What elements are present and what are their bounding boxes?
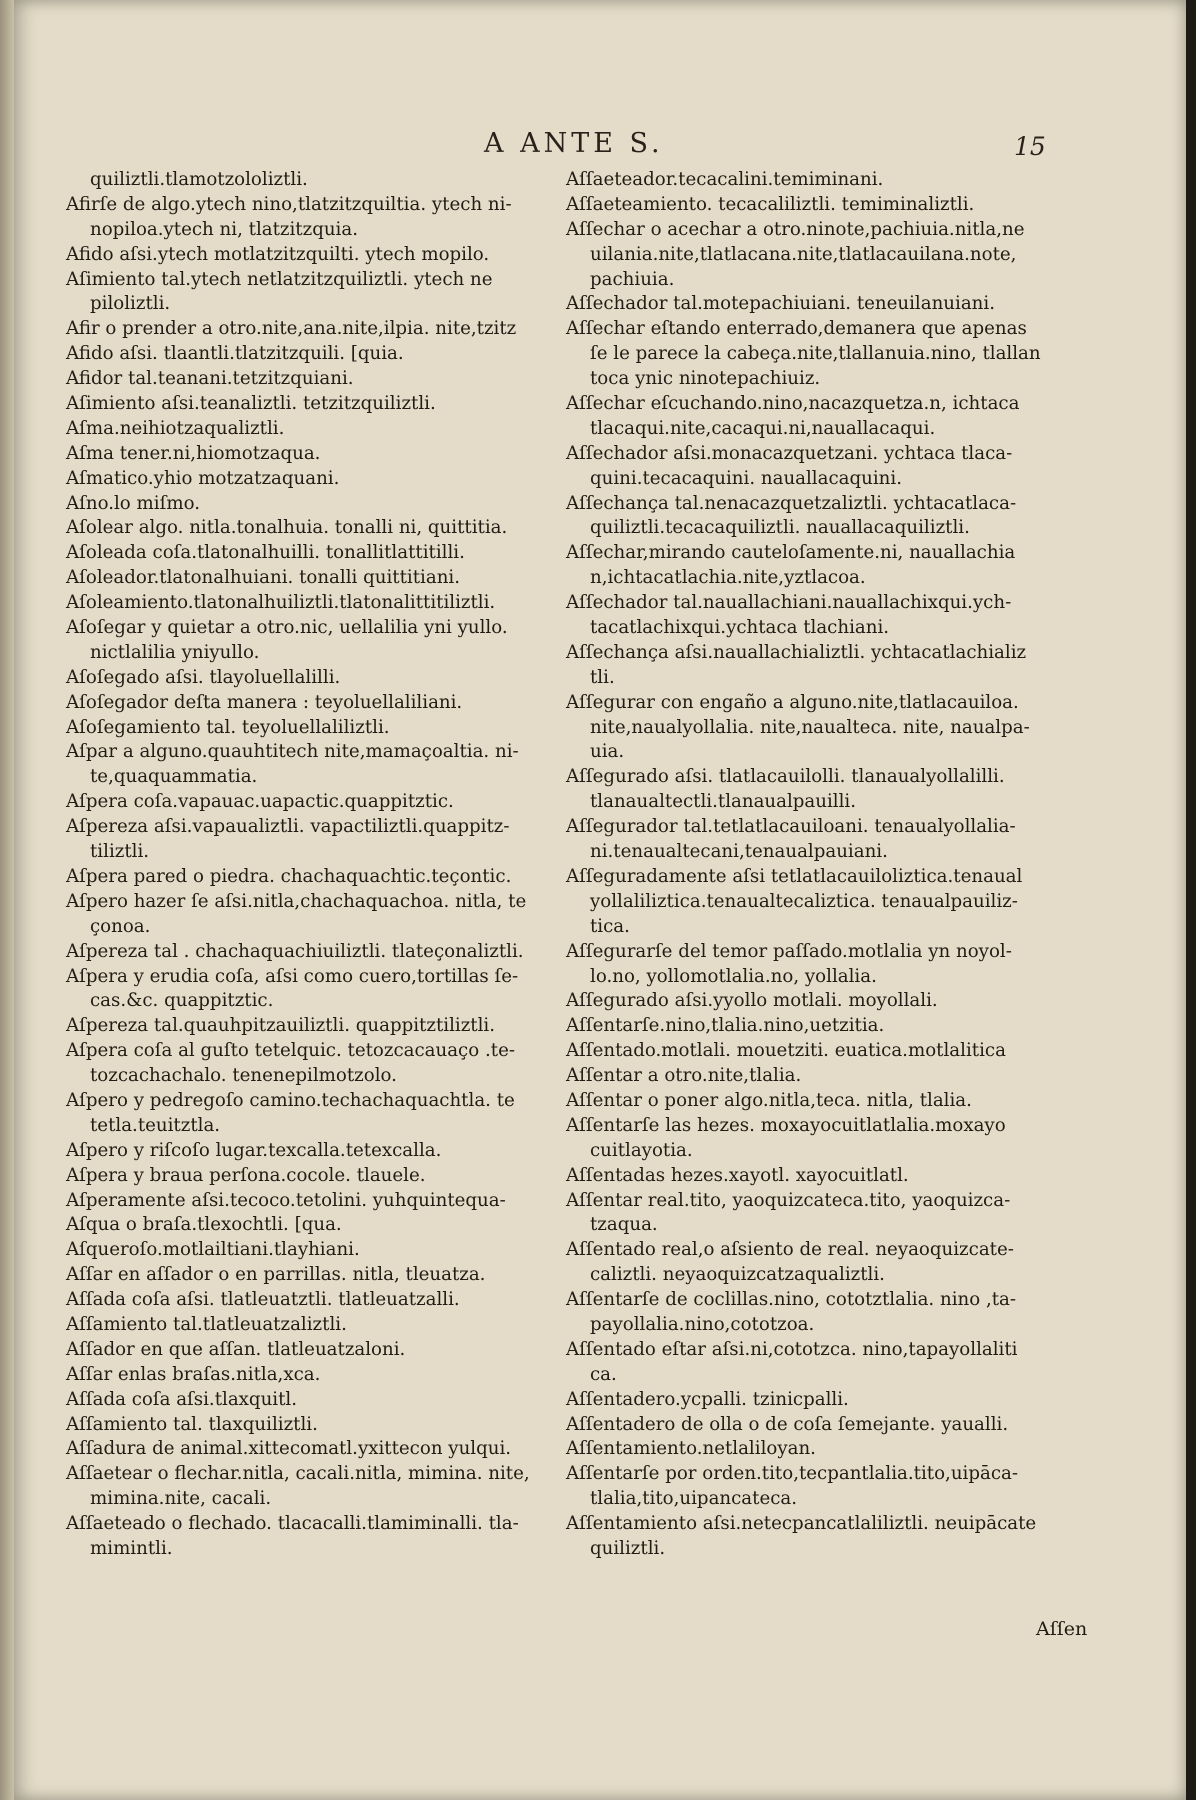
book-page [14, 0, 1186, 1800]
dictionary-line: Aſſar en aſſador o en parrillas. nitla, tleuatza. [66, 1264, 486, 1286]
dictionary-line: lo.no, yollomotlalia.no, yollalia. [590, 965, 877, 987]
previous-page-edge [0, 0, 14, 1800]
dictionary-line: Aſſentarſe.nino,tlalia.nino,uetzitia. [566, 1015, 885, 1037]
dictionary-line: Aſſentarſe de coclillas.nino, cototztlalia. nino ,ta- [566, 1289, 1017, 1311]
dictionary-line: Aſqua o braſa.tlexochtli. [qua. [66, 1214, 342, 1236]
dictionary-line: tozcachachalo. tenenepilmotzolo. [90, 1065, 397, 1087]
dictionary-line: Aſſamiento tal.tlatleuatzaliztli. [66, 1313, 347, 1335]
dictionary-line: Aſſechador aſsi.monacazquetzani. ychtaca tlaca- [566, 442, 1013, 464]
dictionary-line: Aſſechador tal.motepachiuiani. teneuilanuiani. [566, 293, 995, 315]
dictionary-line: Aſperamente aſsi.tecoco.tetolini. yuhquintequa- [66, 1189, 506, 1211]
dictionary-line: tlacaqui.nite,cacaqui.ni,nauallacaqui. [590, 417, 936, 439]
dictionary-line: Aſpero hazer ſe aſsi.nitla,chachaquachoa. nitla, te [66, 890, 527, 912]
dictionary-line: ni.tenaualtecani,tenaualpauiani. [590, 841, 888, 863]
dictionary-line: Aſpera pared o piedra. chachaquachtic.teçontic. [66, 865, 512, 887]
dictionary-line: uilania.nite,tlatlacana.nite,tlatlacauilana.note, [590, 243, 1017, 265]
dictionary-line: tzaqua. [590, 1214, 658, 1236]
catchword: Aſſen [1036, 1618, 1088, 1640]
dictionary-line: Aſſegurador tal.tetlatlacauiloani. tenaualyollalia- [566, 816, 1016, 838]
dictionary-line: quiliztli.tlamotzololiztli. [90, 169, 308, 190]
dictionary-line: ca. [590, 1363, 617, 1385]
dictionary-line: Aſſentar o poner algo.nitla,teca. nitla, tlalia. [566, 1089, 972, 1111]
dictionary-line: Aſſentadero de olla o de coſa ſemejante. yaualli. [566, 1413, 1009, 1435]
dictionary-line: tlalia,tito,uipancateca. [590, 1488, 798, 1510]
dictionary-line: Aſſentar a otro.nite,tlalia. [566, 1065, 802, 1087]
dictionary-line: Aſſaeteamiento. tecacaliliztli. temiminaliztli. [566, 193, 975, 215]
dictionary-line: cas.&c. quappitztic. [90, 990, 274, 1012]
dictionary-line: Aſſechança tal.nenacazquetzaliztli. ychtacatlaca- [566, 492, 1017, 514]
dictionary-line: Aſoleada coſa.tlatonalhuilli. tonallitlattitilli. [66, 542, 465, 564]
dictionary-line: cuitlayotia. [590, 1139, 693, 1161]
dictionary-line: mimintli. [90, 1537, 173, 1559]
dictionary-line: tli. [590, 666, 615, 688]
dictionary-line: Aſſentarſe las hezes. moxayocuitlatlalia.moxayo [566, 1114, 1006, 1136]
dictionary-line: yollaliliztica.tenaualtecaliztica. tenaualpauiliz- [590, 890, 1018, 912]
dictionary-line: Aſſeguradamente aſsi tetlatlacauiloliztica.tenaual [566, 865, 1023, 887]
dictionary-line: Aſſechar o acechar a otro.ninote,pachiuia.nitla,ne [566, 218, 1025, 240]
dictionary-line: Aſſegurado aſsi. tlatlacauilolli. tlanaualyollalilli. [566, 766, 1005, 788]
dictionary-line: Aſſadura de animal.xittecomatl.yxittecon yulqui. [66, 1438, 512, 1460]
dictionary-line: Aſpero y riſcoſo lugar.texcalla.tetexcalla. [66, 1139, 442, 1161]
dictionary-line: çonoa. [90, 915, 151, 937]
dictionary-line: Aſſentado eſtar aſsi.ni,cototzca. nino,tapayollaliti [566, 1338, 1018, 1360]
dictionary-line: Aſſentamiento.netlaliloyan. [566, 1438, 816, 1460]
dictionary-line: n,ichtacatlachia.nite,yztlacoa. [590, 567, 866, 589]
dictionary-line: Aſſaeteador.tecacalini.temiminani. [566, 169, 884, 190]
dictionary-line: Aſſaetear o flechar.nitla, cacali.nitla, mimina. nite, [66, 1463, 530, 1485]
right-column [566, 168, 1041, 1562]
dictionary-line: tiliztli. [90, 841, 150, 863]
dictionary-line: Aſſegurado aſsi.yyollo motlali. moyollali. [566, 990, 938, 1012]
dictionary-line: Aſſentarſe por orden.tito,tecpantlalia.tito,uipāca- [566, 1463, 1019, 1485]
dictionary-line: quini.tecacaquini. nauallacaquini. [590, 467, 902, 489]
dictionary-line: quiliztli.tecacaquiliztli. nauallacaquiliztli. [590, 517, 970, 539]
dictionary-line: Afidor tal.teanani.tetzitzquiani. [66, 368, 354, 390]
dictionary-line: Aſſegurarſe del temor paſſado.motlalia yn noyol- [566, 940, 1012, 962]
dictionary-line: Aſpereza aſsi.vapaualiztli. vapactiliztli.quappitz- [66, 816, 510, 838]
running-head: A ANTE S. [484, 128, 664, 159]
dictionary-line: Aſoſegado aſsi. tlayoluellalilli. [66, 666, 341, 688]
dictionary-line: Aſſar enlas braſas.nitla,xca. [66, 1363, 321, 1385]
dictionary-line: Aſmatico.yhio motzatzaquani. [66, 467, 340, 489]
dictionary-line: Aſpereza tal . chachaquachiuiliztli. tlateçonaliztli. [66, 940, 524, 962]
dictionary-line: Aſolear algo. nitla.tonalhuia. tonalli ni, quittitia. [66, 517, 508, 539]
dictionary-line: Aſſegurar con engaño a alguno.nite,tlatlacauiloa. [566, 691, 1019, 713]
dictionary-line: Aſoleamiento.tlatonalhuiliztli.tlatonalittitiliztli. [66, 592, 496, 614]
dictionary-line: piloliztli. [90, 293, 171, 315]
dictionary-line: Aſoſegamiento tal. teyoluellaliliztli. [66, 716, 390, 738]
dictionary-line: Aſpera y braua perſona.cocole. tlauele. [66, 1164, 426, 1186]
dictionary-line: Aſpera y erudia coſa, aſsi como cuero,tortillas ſe- [66, 965, 519, 987]
dictionary-line: te,quaquammatia. [90, 766, 258, 788]
dictionary-line: Afido aſsi. tlaantli.tlatzitzquili. [quia. [66, 343, 404, 365]
dictionary-line: pachiuia. [590, 268, 675, 290]
dictionary-line: Aſpera coſa.vapauac.uapactic.quappitztic. [66, 791, 454, 813]
dictionary-line: Afirſe de algo.ytech nino,tlatzitzquiltia. ytech ni- [66, 193, 512, 215]
dictionary-line: ſe le parece la cabeça.nite,tlallanuia.nino, tlallan [590, 343, 1041, 365]
dictionary-line: Aſſamiento tal. tlaxquiliztli. [66, 1413, 318, 1435]
dictionary-line: Aſoſegador deſta manera : teyoluellaliliani. [66, 691, 463, 713]
dictionary-line: Aſma tener.ni,hiomotzaqua. [66, 442, 321, 464]
dictionary-line: payollalia.nino,cototzoa. [590, 1313, 815, 1335]
dictionary-line: Aſpar a alguno.quauhtitech nite,mamaçoaltia. ni- [66, 741, 519, 763]
dictionary-line: Aſpero y pedregoſo camino.techachaquachtla. te [66, 1089, 515, 1111]
dictionary-line: Aſimiento tal.ytech netlatzitzquiliztli. ytech ne [66, 268, 493, 290]
dictionary-line: Aſſentamiento aſsi.netecpancatlaliliztli. neuipācate [566, 1513, 1037, 1535]
dictionary-line: Aſqueroſo.motlailtiani.tlayhiani. [66, 1239, 360, 1261]
dictionary-line: caliztli. neyaoquizcatzaqualiztli. [590, 1264, 885, 1286]
dictionary-line: tlanaualtectli.tlanaualpauilli. [590, 791, 857, 813]
folio-number: 15 [1014, 132, 1046, 161]
dictionary-line: Aſoleador.tlatonalhuiani. tonalli quittitiani. [66, 567, 461, 589]
dictionary-line: Aſſada coſa aſsi. tlatleuatztli. tlatleuatzalli. [66, 1289, 460, 1311]
dictionary-line: Aſpera coſa al guſto tetelquic. tetozcacauaço .te- [66, 1040, 515, 1062]
dictionary-line: Aſſada coſa aſsi.tlaxquitl. [66, 1388, 298, 1410]
dictionary-line: Aſſador en que aſſan. tlatleuatzaloni. [66, 1338, 406, 1360]
dictionary-line: Aſſechar eſtando enterrado,demanera que apenas [566, 318, 1027, 340]
dictionary-line: Aſſentado.motlali. mouetziti. euatica.motlalitica [566, 1040, 1006, 1062]
dictionary-line: nite,naualyollalia. nite,naualteca. nite, naualpa- [590, 716, 1030, 738]
dictionary-line: tetla.teuitztla. [90, 1114, 221, 1136]
dictionary-line: Aſſentado real,o aſsiento de real. neyaoquizcate- [566, 1239, 1014, 1261]
dictionary-line: Aſſaeteado o flechado. tlacacalli.tlamiminalli. tla- [66, 1513, 519, 1535]
dictionary-line: Afir o prender a otro.nite,ana.nite,ilpia. nite,tzitz [66, 318, 517, 340]
dictionary-line: Aſſentar real.tito, yaoquizcateca.tito, yaoquizca- [566, 1189, 1011, 1211]
dictionary-line: nictlalilia yniyullo. [90, 641, 260, 663]
dictionary-line: Aſſechar eſcuchando.nino,nacazquetza.n, ichtaca [566, 393, 1020, 415]
dictionary-line: Aſſechador tal.nauallachiani.nauallachixqui.ych- [566, 592, 1012, 614]
dictionary-line: Aſſechar,mirando cauteloſamente.ni, nauallachia [566, 542, 1016, 564]
dictionary-line: mimina.nite, cacali. [90, 1488, 272, 1510]
dictionary-line: Aſſechança aſsi.nauallachializtli. ychtacatlachializ [566, 641, 1027, 663]
dictionary-line: Aſma.neihiotzaqualiztli. [66, 417, 285, 439]
dictionary-line: Aſoſegar y quietar a otro.nic, uellalilia yni yullo. [66, 617, 508, 639]
dictionary-line: tica. [590, 915, 630, 937]
dictionary-line: Aſno.lo miſmo. [66, 492, 200, 514]
dictionary-line: nopiloa.ytech ni, tlatzitzquia. [90, 218, 358, 240]
dictionary-line: uia. [590, 741, 625, 763]
dictionary-line: quiliztli. [590, 1537, 666, 1559]
dictionary-line: tacatlachixqui.ychtaca tlachiani. [590, 617, 890, 639]
dictionary-line: Aſpereza tal.quauhpitzauiliztli. quappitztiliztli. [66, 1015, 496, 1037]
left-column [66, 168, 536, 1562]
dictionary-line: Aſſentadero.ycpalli. tzinicpalli. [566, 1388, 849, 1410]
dictionary-line: Aſſentadas hezes.xayotl. xayocuitlatl. [566, 1164, 909, 1186]
dictionary-line: Afido aſsi.ytech motlatzitzquilti. ytech mopilo. [66, 243, 490, 265]
dictionary-line: Aſimiento aſsi.teanaliztli. tetzitzquiliztli. [66, 393, 436, 415]
dictionary-line: toca ynic ninotepachiuiz. [590, 368, 821, 390]
